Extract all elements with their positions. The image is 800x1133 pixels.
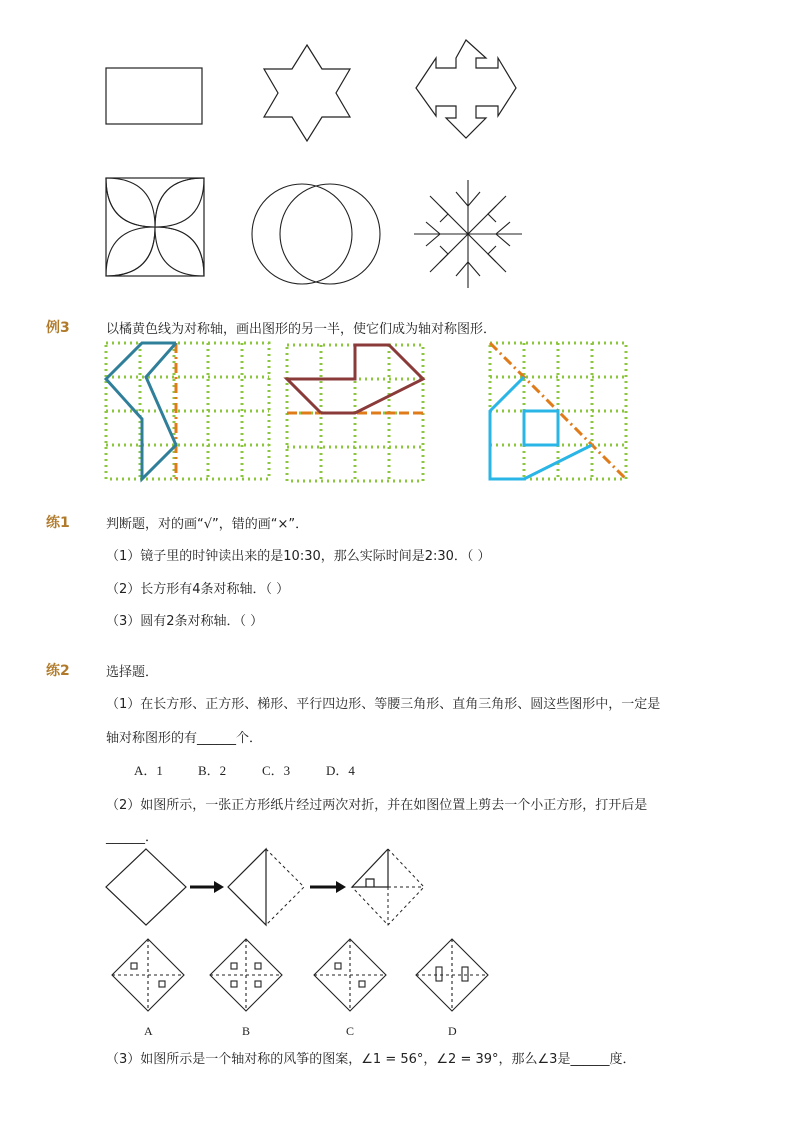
- choice-d-figure: [416, 939, 488, 1011]
- practice2-q3: （3）如图所示是一个轴对称的风筝的图案，∠1 = 56°，∠2 = 39°，那么∠3是______度．: [106, 1052, 636, 1067]
- q1-option-a: A．1: [134, 763, 163, 778]
- choice-label-c: C: [346, 1024, 355, 1038]
- snowflake-shape: [414, 180, 522, 288]
- choice-c-figure: [314, 939, 386, 1011]
- practice1-item-1: （1）镜子里的时钟读出来的是10:30，那么实际时间是2:30．（ ）: [106, 549, 491, 564]
- right-circle: [280, 184, 380, 284]
- practice1-item-2: （2）长方形有4条对称轴．（ ）: [106, 582, 290, 597]
- practice2-q2-line1: （2）如图所示，一张正方形纸片经过两次对折，并在如图位置上剪去一个小正方形，打开后是: [106, 798, 648, 813]
- practice2-q1-line2: 轴对称图形的有______个．: [106, 731, 263, 746]
- example3-text: 以橘黄色线为对称轴，画出图形的另一半，使它们成为轴对称图形．: [106, 322, 497, 337]
- flower-square-figure: [0, 0, 800, 300]
- choice-a-figure: [112, 939, 184, 1011]
- left-circle: [252, 184, 352, 284]
- choice-label-a: A: [144, 1024, 153, 1038]
- answer-choice-figures: [0, 935, 800, 1055]
- practice2-label: 练2: [46, 663, 70, 679]
- folding-sequence-figure: [0, 845, 800, 945]
- q1-option-b: B．2: [198, 763, 227, 778]
- example3-label: 例3: [46, 320, 70, 336]
- practice2-q2-line2: ______．: [106, 830, 159, 845]
- practice1-intro: 判断题，对的画“√”，错的画“×”．: [106, 517, 309, 532]
- q1-option-c: C．3: [262, 763, 291, 778]
- practice2-intro: 选择题．: [106, 665, 159, 680]
- choice-label-b: B: [242, 1024, 251, 1038]
- practice1-label: 练1: [46, 515, 70, 531]
- q1-option-d: D．4: [326, 763, 355, 778]
- choice-b-figure: [210, 939, 282, 1011]
- practice1-item-3: （3）圆有2条对称轴．（ ）: [106, 614, 264, 629]
- grid-figure-3: [0, 335, 800, 495]
- practice2-q1-line1: （1）在长方形、正方形、梯形、平行四边形、等腰三角形、直角三角形、圆这些图形中，一定是: [106, 697, 661, 712]
- choice-label-d: D: [448, 1024, 457, 1038]
